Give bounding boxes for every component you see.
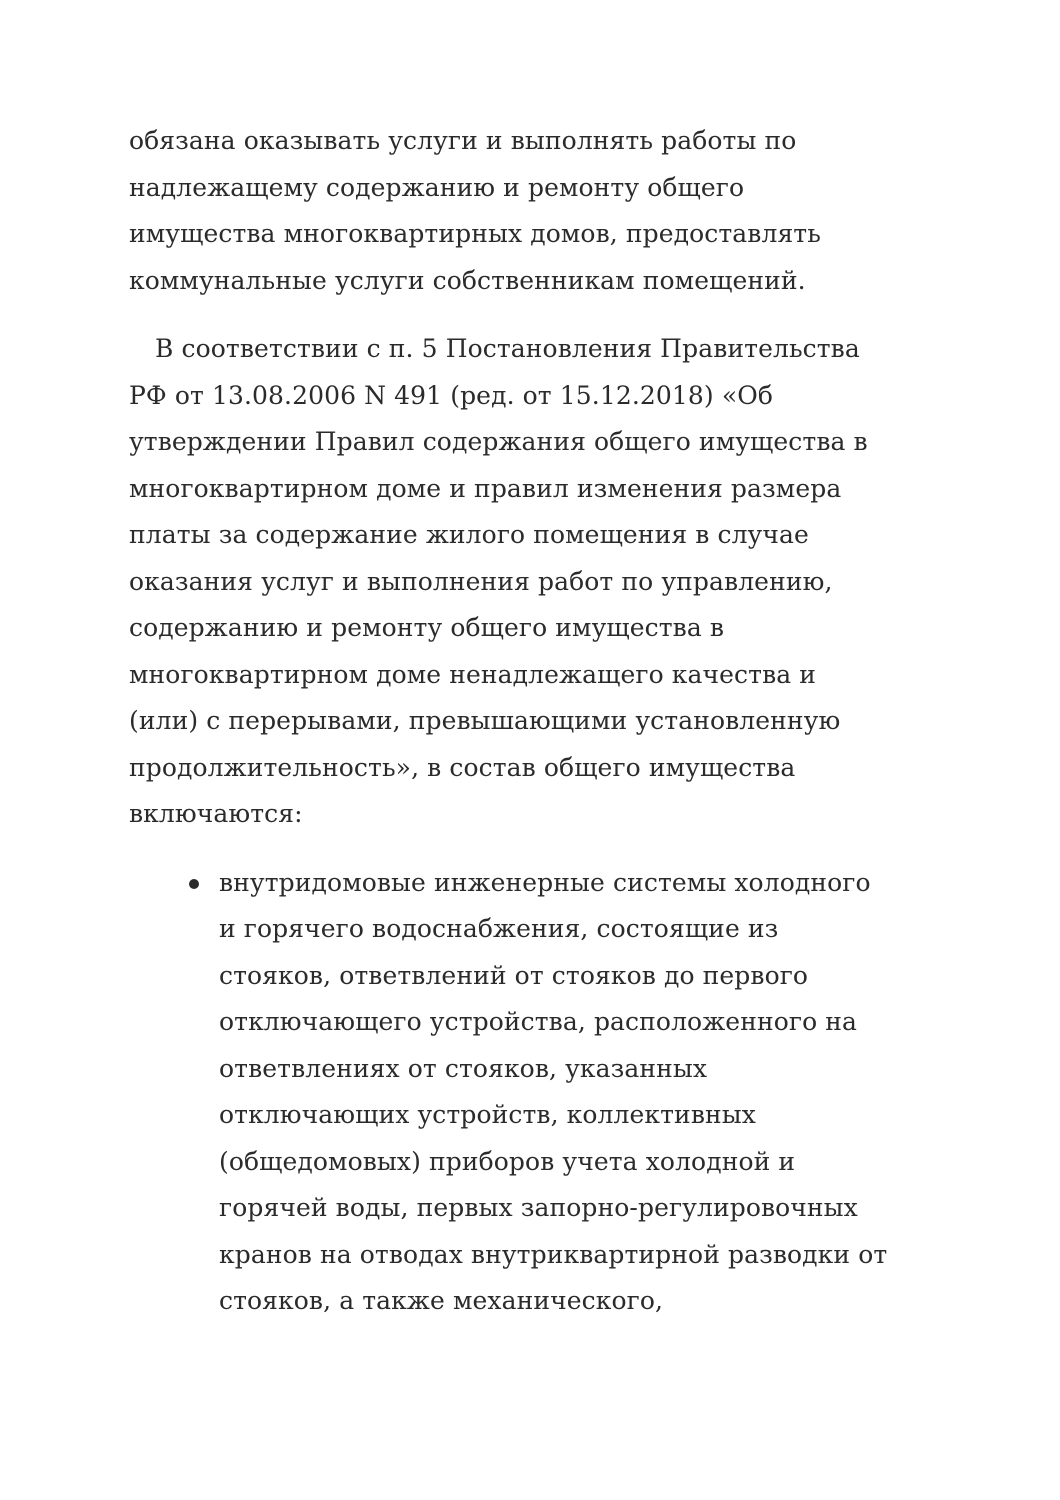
text-line: надлежащему содержанию и ремонту общего bbox=[129, 172, 745, 202]
text-line: и горячего водоснабжения, состоящие из bbox=[219, 914, 779, 943]
text-line: горячей воды, первых запорно-регулировочных bbox=[219, 1193, 858, 1222]
text-line: отключающего устройства, расположенного на bbox=[219, 1007, 858, 1036]
text-line: кранов на отводах внутриквартирной разводки от bbox=[219, 1239, 888, 1269]
document-body bbox=[129, 118, 929, 1325]
bullet-dot-icon bbox=[189, 879, 199, 889]
text-line: продолжительность», в состав общего имущества bbox=[129, 752, 796, 782]
text-line: стояков, ответвлений от стояков до первого bbox=[219, 960, 809, 990]
text-line: (общедомовых) приборов учета холодной и bbox=[219, 1146, 796, 1176]
text-line: стояков, а также механического, bbox=[219, 1286, 664, 1315]
text-line: включаются: bbox=[129, 799, 303, 828]
text-line: В соответствии с п. 5 Постановления Правительства bbox=[155, 334, 860, 363]
text-line: коммунальные услуги собственникам помещений. bbox=[129, 265, 806, 295]
text-line: платы за содержание жилого помещения в случае bbox=[129, 520, 809, 549]
text-line: обязана оказывать услуги и выполнять работы по bbox=[129, 126, 797, 155]
text-line: содержанию и ремонту общего имущества в bbox=[129, 613, 725, 642]
text-line: имущества многоквартирных домов, предоставлять bbox=[129, 219, 821, 248]
text-line: отключающих устройств, коллективных bbox=[219, 1100, 756, 1129]
paragraph-continued bbox=[129, 118, 929, 304]
text-line: (или) с перерывами, превышающими установленную bbox=[129, 706, 841, 735]
text-line: оказания услуг и выполнения работ по управлению, bbox=[129, 566, 833, 596]
text-line: ответвлениях от стояков, указанных bbox=[219, 1053, 708, 1083]
text-line: утверждении Правил содержания общего имущества в bbox=[129, 427, 868, 456]
text-line: многоквартирном доме ненадлежащего качества и bbox=[129, 659, 817, 689]
paragraph-resolution-reference bbox=[129, 326, 929, 838]
list-item bbox=[129, 860, 929, 1325]
text-line: внутридомовые инженерные системы холодного bbox=[219, 867, 871, 897]
text-line: многоквартирном доме и правил изменения размера bbox=[129, 473, 842, 503]
bullet-list bbox=[129, 860, 929, 1325]
text-line: РФ от 13.08.2006 N 491 (ред. от 15.12.2018) «Об bbox=[129, 380, 773, 410]
